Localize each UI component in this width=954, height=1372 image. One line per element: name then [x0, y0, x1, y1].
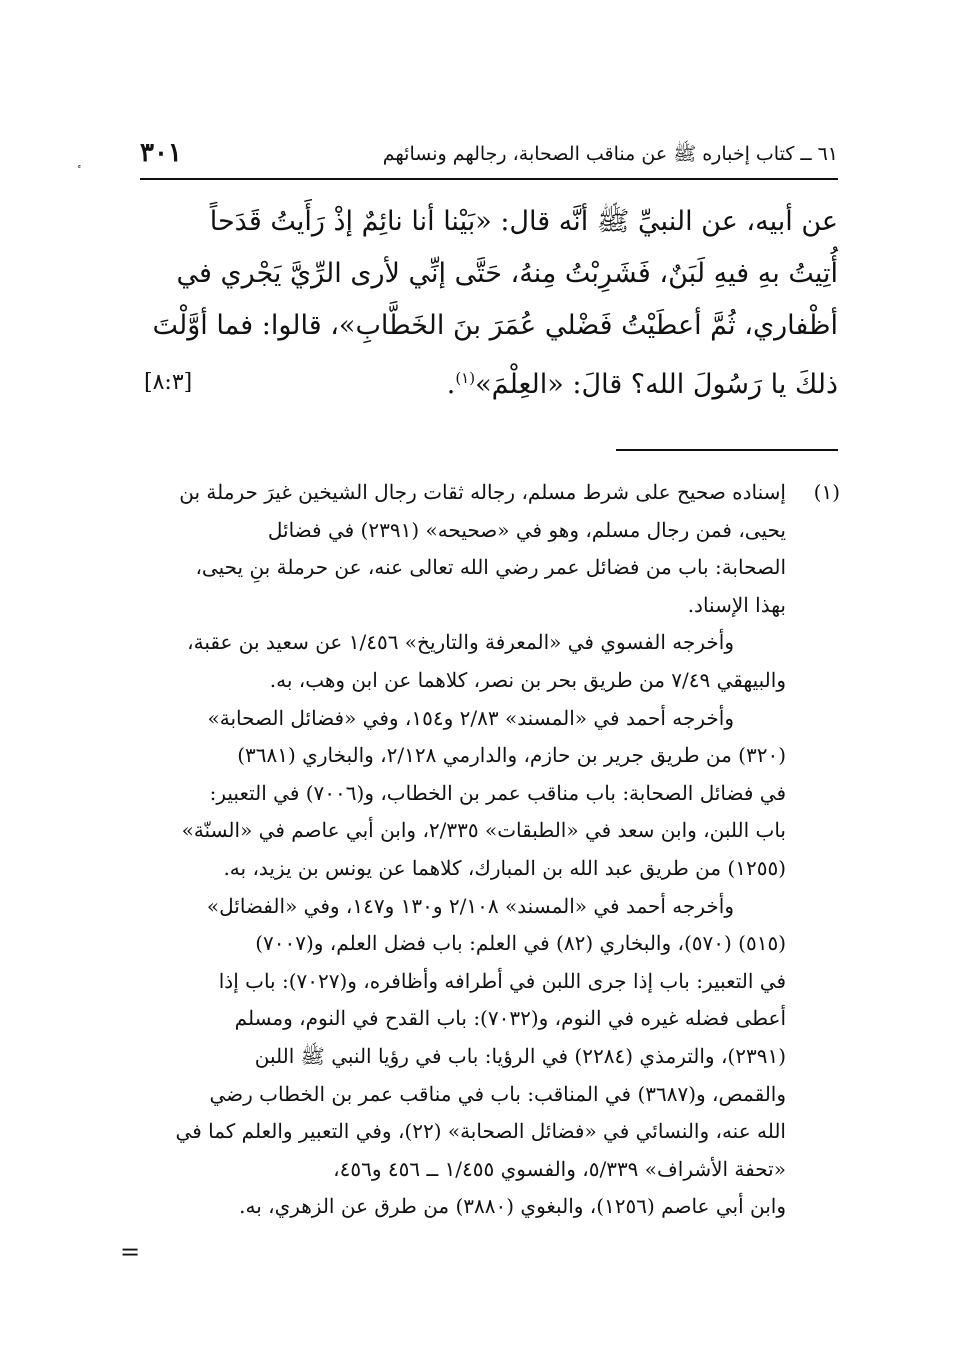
- hadith-text: [140, 196, 838, 411]
- footnote-line: «تحفة الأشراف» ٥/٣٣٩، والفسوي ١/٤٥٥ ــ ٤٥٦ و٤٥٦،: [333, 1156, 786, 1181]
- footnote-number: (١): [813, 480, 840, 504]
- hadith-line: أُتِيتُ بهِ فيهِ لَبَنٌ، فَشَرِبْتُ مِنهُ، حَتَّى إنِّي لأرى الرِّيَّ يَجْري في: [176, 258, 838, 289]
- footnote-line: في التعبير: باب إذا جرى اللبن في أطرافه وأظافره، و(٧٠٢٧): باب إذا: [218, 968, 786, 993]
- footnote-marker: (١): [455, 369, 476, 387]
- chapter-title: ٦١ ــ كتاب إخباره ﷺ عن مناقب الصحابة، رجالهم ونسائهم: [382, 143, 838, 165]
- footnote-body: [140, 474, 786, 1226]
- hadith-line: ذلكَ يا رَسُولَ الله؟ قالَ: «العِلْمَ»: [475, 369, 838, 400]
- hadith-line: عن أبيه، عن النبيِّ ﷺ أنَّه قال: «بَيْنا أنا نائِمٌ إذْ رَأَيتُ قَدَحاً: [209, 206, 838, 237]
- footnote-line: في فضائل الصحابة: باب مناقب عمر بن الخطاب، و(٧٠٠٦) في التعبير:: [209, 780, 786, 805]
- footnote-line: باب اللبن، وابن سعد في «الطبقات» ٢/٣٣٥، وابن أبي عاصم في «السنّة»: [181, 818, 786, 843]
- continuation-mark: =: [120, 1238, 141, 1266]
- footnote-line: وأخرجه أحمد في «المسند» ٢/١٠٨ و١٣٠ و١٤٧، وفي «الفضائل»: [206, 893, 734, 918]
- page-number: ٣٠١: [140, 138, 182, 168]
- footnote-line: (٥١٥) (٥٧٠)، والبخاري (٨٢) في العلم: باب فضل العلم، و(٧٠٠٧): [255, 931, 786, 956]
- footnote-line: يحيى، فمن رجال مسلم، وهو في «صحيحه» (٢٣٩١) في فضائل: [267, 517, 786, 542]
- footnote-line: والقمص، و(٣٦٨٧) في المناقب: باب في مناقب عمر بن الخطاب رضي: [209, 1081, 786, 1106]
- header-rule: [140, 178, 838, 180]
- footnote-line: الله عنه، والنسائي في «فضائل الصحابة» (٢٢)، وفي التعبير والعلم كما في: [175, 1119, 786, 1144]
- footnote-line: (٢٣٩١)، والترمذي (٢٢٨٤) في الرؤيا: باب في رؤيا النبي ﷺ اللبن: [254, 1043, 786, 1068]
- footnote-line: وابن أبي عاصم (١٢٥٦)، والبغوي (٣٨٨٠) من طرق عن الزهري، به.: [239, 1194, 786, 1219]
- footnote-line: بهذا الإسناد.: [687, 592, 786, 617]
- hadith-line: أظْفاري، ثُمَّ أعطَيْتُ فَضْلي عُمَرَ بنَ الخَطَّابِ»، قالوا: فما أوَّلْتَ: [152, 310, 838, 341]
- footnote-line: الصحابة: باب من فضائل عمر رضي الله تعالى عنه، عن حرملة بنِ يحيى،: [195, 555, 786, 580]
- reference-code: [٨:٣]: [144, 370, 193, 395]
- footnote-line: وأخرجه أحمد في «المسند» ٢/٨٣ و١٥٤، وفي «فضائل الصحابة»: [207, 705, 734, 730]
- footnote-line: وأخرجه الفسوي في «المعرفة والتاريخ» ١/٤٥٦ عن سعيد بن عقبة،: [187, 630, 734, 655]
- footnote-line: (٣٢٠) من طريق جرير بن حازم، والدارمي ٢/١٢٨، والبخاري (٣٦٨١): [237, 743, 786, 768]
- footnote-line: (١٢٥٥) من طريق عبد الله بن المبارك، كلاهما عن يونس بن يزيد، به.: [223, 855, 786, 880]
- hadith-line-last: [140, 352, 838, 411]
- footnote-line: والبيهقي ٧/٤٩ من طريق بحر بن نصر، كلاهما عن ابن وهب، به.: [269, 667, 786, 692]
- hadith-end: .: [446, 369, 456, 400]
- footnote-line: إسناده صحيح على شرط مسلم، رجاله ثقات رجال الشيخين غيرَ حرملة بن: [179, 480, 786, 504]
- footnote-rule: [616, 449, 838, 451]
- footnote-line: أعطى فضله غيره في النوم، و(٧٠٣٢): باب القدح في النوم، ومسلم: [234, 1006, 786, 1031]
- footnote-section: [140, 474, 840, 1226]
- running-header: [140, 138, 838, 178]
